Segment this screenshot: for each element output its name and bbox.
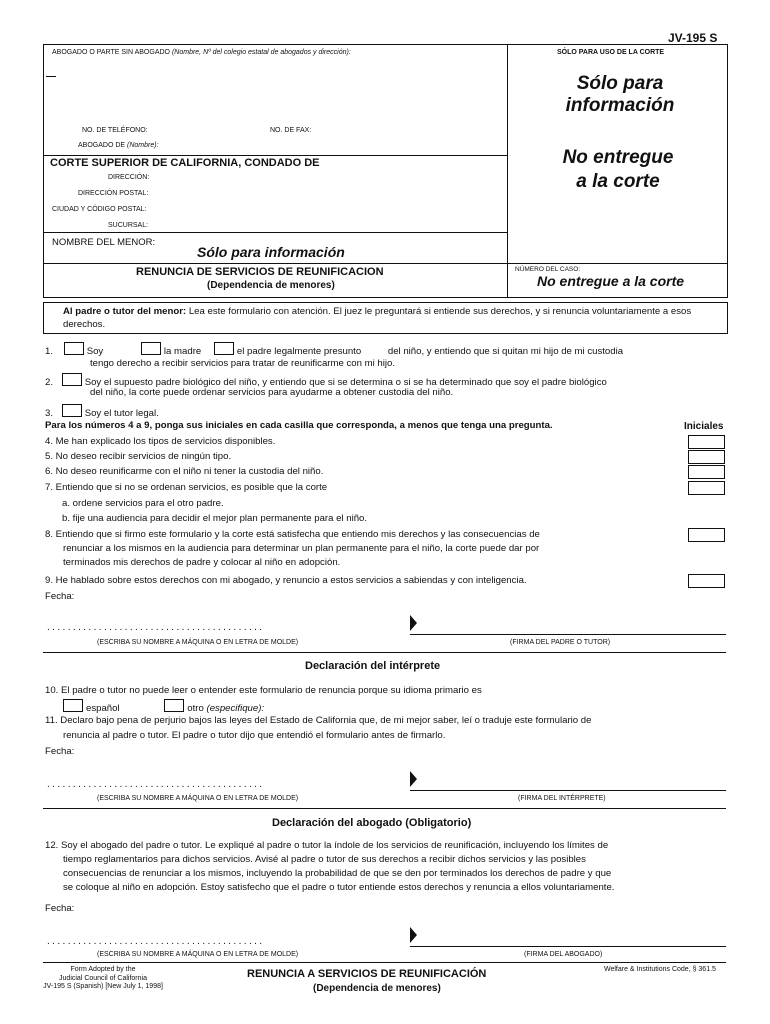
fecha-2: Fecha: [45,746,75,757]
initials-box-5[interactable] [688,450,725,464]
interpreter-sig-caption: (FIRMA DEL INTÉRPRETE) [518,795,606,802]
item-6: 6. No deseo reunificarme con el niño ni tener la custodia del niño. [45,466,324,477]
item-7a: a. ordene servicios para el otro padre. [62,498,224,509]
checkbox-tutor-legal[interactable] [62,404,82,417]
item-4: 4. Me han explicado los tipos de servicios disponibles. [45,436,276,447]
type-name-caption: (ESCRIBA SU NOMBRE A MÁQUINA O EN LETRA DE MOLDE) [97,951,299,958]
minor-stamp: Sólo para información [197,244,345,260]
sign-here-arrow-icon [410,615,417,631]
notice-text: Al padre o tutor del menor: Lea este formulario con atención. El juez le preguntará si entiende sus derechos, y si renuncia voluntariamente a esos derechos. [63,306,692,330]
checkbox-padre-biologico[interactable] [62,373,82,386]
checkbox-madre[interactable] [141,342,161,355]
item-12-line2: tiempo reglamentarios para dichos servicios. Avisé al padre o tutor de sus derechos a recibir dichos servicios y las posibles [63,854,586,865]
fecha-3: Fecha: [45,903,75,914]
item-1: 1. Soy la madre el padre legalmente presunto del niño, y entiendo que si quitan mi hijo de mi custodia [45,342,735,358]
item-7b: b. fije una audiencia para decidir el mejor plan permanente para el niño. [62,513,368,524]
name-line[interactable]: .......................................... [47,622,265,633]
sign-here-arrow-icon [410,927,417,943]
item-12-line3: consecuencias de renunciar a los mismos, incluyendo la probabilidad de que se den por terminados los derechos de padre y que [63,868,612,879]
form-id: JV-195 S [668,31,718,45]
attorney-label: ABOGADO O PARTE SIN ABOGADO (Nombre, Nº del colegio estatal de abogados y dirección): [52,49,351,56]
item-8-line3: terminados mis derechos de padre y colocar al niño en adopción. [63,557,341,568]
item-10-options: español otro (especifique): [63,699,753,715]
item-11-line2: renuncia al padre o tutor. El padre o tutor dijo que entendió el formulario antes de firmarlo. [63,730,446,741]
footer-title: RENUNCIA A SERVICIOS DE REUNIFICACIÓN [247,968,487,980]
item-3: 3. Soy el tutor legal. [45,404,735,420]
name-line[interactable]: .......................................... [47,779,265,790]
item-8: 8. Entiendo que si firmo este formulario y la corte está satisfecha que entiendo mis derechos y las consecuencias de [45,529,540,540]
stamp-no-entregue: No entregue a la corte [562,147,674,192]
type-name-caption: (ESCRIBA SU NOMBRE A MÁQUINA O EN LETRA DE MOLDE) [97,795,299,802]
signature-line[interactable] [410,634,726,635]
phone-label: NO. DE TELÉFONO: [82,127,148,134]
initials-box-7[interactable] [688,481,725,495]
item-7: 7. Entiendo que si no se ordenan servicios, es posible que la corte [45,482,328,493]
fax-label: NO. DE FAX: [270,127,312,134]
case-number-stamp: No entregue a la corte [537,273,685,289]
item-2-line2: del niño, la corte puede ordenar servicios para ayudarme a obtener custodia del niño. [90,387,454,398]
footer-subtitle: (Dependencia de menores) [313,983,441,994]
sign-here-arrow-icon [410,771,417,787]
address-field: DIRECCIÓN: [108,174,150,181]
checkbox-padre-presunto[interactable] [214,342,234,355]
item-11: 11. Declaro bajo pena de perjurio bajos las leyes del Estado de California que, de mi mejor saber, leí o traduje este formulario de [45,715,592,726]
attorney-for-label: ABOGADO DE (Nombre): [78,142,159,149]
initials-box-8[interactable] [688,528,725,542]
attorney-heading: Declaración del abogado (Obligatorio) [272,817,472,829]
caption-form-subtitle: (Dependencia de menores) [207,280,335,291]
signature-line[interactable] [410,790,726,791]
footer-adopted: Form Adopted by the Judicial Council of California JV-195 S (Spanish) [New July 1, 1998] [43,966,163,990]
name-line[interactable]: .......................................... [47,936,265,947]
case-number-label: NÚMERO DEL CASO: [515,266,581,273]
minor-label: NOMBRE DEL MENOR: [52,237,156,248]
item-1-line2: tengo derecho a recibir servicios para tratar de reunificarme con mi hijo. [90,358,396,369]
initials-header: Iniciales [684,421,724,432]
mailing-field: DIRECCIÓN POSTAL: [78,190,149,197]
item-9: 9. He hablado sobre estos derechos con mi abogado, y renuncio a estos servicios a sabiendas y con inteligencia. [45,575,527,586]
stamp-info: Sólo para información [565,73,675,116]
checkbox-soy[interactable] [64,342,84,355]
city-zip-field: CIUDAD Y CÓDIGO POSTAL: [52,206,147,213]
initials-box-4[interactable] [688,435,725,449]
instructions: Para los números 4 a 9, ponga sus iniciales en cada casilla que corresponda, a menos que tenga una pregunta. [45,420,553,431]
type-name-caption: (ESCRIBA SU NOMBRE A MÁQUINA O EN LETRA DE MOLDE) [97,639,299,646]
court-use-label: SÓLO PARA USO DE LA CORTE [557,49,665,56]
item-12-line4: se coloque al niño en adopción. Estoy satisfecho que el padre o tutor entiende estos derechos y renuncia a ellos voluntariamente. [63,882,615,893]
signature-line[interactable] [410,946,726,947]
item-2: 2. Soy el supuesto padre biológico del niño, y entiendo que si se determina o si se ha determinado que soy el padre biológico [45,373,735,389]
parent-sig-caption: (FIRMA DEL PADRE O TUTOR) [510,639,611,646]
item-12: 12. Soy el abogado del padre o tutor. Le expliqué al padre o tutor la índole de los servicios de reunificación, incluyendo los límites de [45,840,609,851]
initials-box-9[interactable] [688,574,725,588]
court-name: CORTE SUPERIOR DE CALIFORNIA, CONDADO DE [50,157,320,169]
branch-field: SUCURSAL: [108,222,149,229]
fecha-1: Fecha: [45,591,75,602]
item-8-line2: renunciar a los mismos en la audiencia para determinar un plan permanente para el niño, la corte puede dar por [63,543,540,554]
interpreter-heading: Declaración del intérprete [305,660,441,672]
footer-code: Welfare & Institutions Code, § 361.5 [604,966,716,973]
item-10: 10. El padre o tutor no puede leer o entender este formulario de renuncia porque su idioma primario es [45,685,482,696]
item-5: 5. No deseo recibir servicios de ningún tipo. [45,451,232,462]
attorney-sig-caption: (FIRMA DEL ABOGADO) [524,951,603,958]
checkbox-otro[interactable] [164,699,184,712]
checkbox-espanol[interactable] [63,699,83,712]
caption-form-title: RENUNCIA DE SERVICIOS DE REUNIFICACION [136,266,384,278]
initials-box-6[interactable] [688,465,725,479]
